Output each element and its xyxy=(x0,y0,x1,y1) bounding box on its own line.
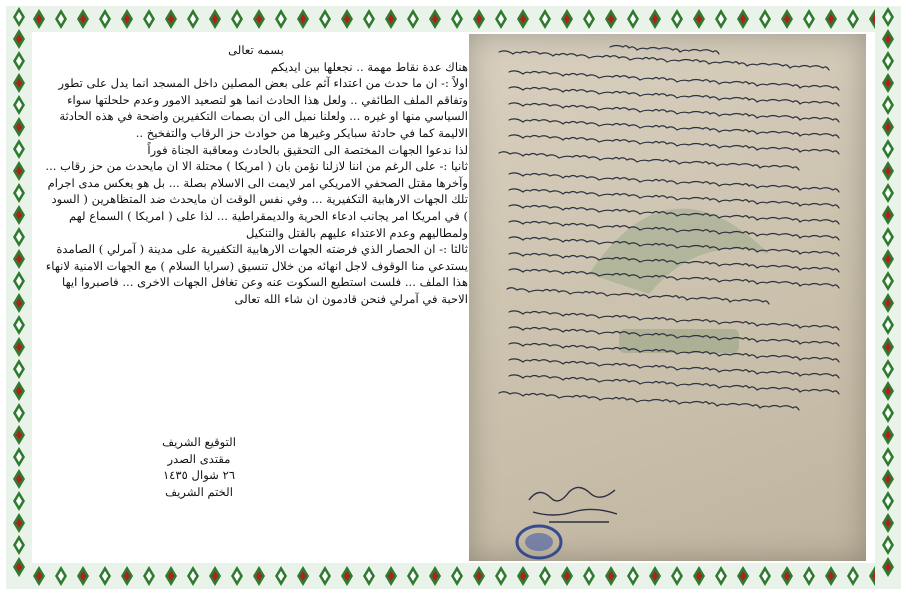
handwritten-signature xyxy=(529,487,617,522)
typed-statement xyxy=(44,42,468,308)
intro-line: هناك عدة نقاط مهمة .. نجعلها بين ايديكم xyxy=(270,59,468,74)
signature-name: مقتدى الصدر xyxy=(167,451,231,466)
handwritten-letter-photo xyxy=(469,34,866,561)
signature-title: التوقيع الشريف xyxy=(162,435,236,449)
round-seal-stamp xyxy=(517,526,561,558)
ornamental-border-bottom xyxy=(6,563,901,589)
handwritten-letter-image xyxy=(469,34,866,561)
paragraph-first: اولاً :- ان ما حدث من اعتداء آثم على بعض المصلين داخل المسجد انما يدل على تطور وتفاقم الملف الطائفي .. ولعل هذا الحادث انما هو لتصعيد الامور وعدم حلحلتها سواء السياسي منها او غيره ... ولعلنا نميل الى ان بصمات التكفيرين واضحة في هذه الحادثة الاليمة كما في حادثة سبايكر وغيرها من حوادث حز الرقاب والتفخيخ .. xyxy=(58,76,468,140)
content-area xyxy=(34,34,873,561)
ornamental-border-top xyxy=(6,6,901,32)
signature-block xyxy=(124,434,274,500)
ornamental-border-right xyxy=(875,6,901,589)
signature-seal-label: الختم الشريف xyxy=(165,484,233,499)
paragraph-second: ثانيا :- على الرغم من اننا لازلنا نؤمن بان ( امريكا ) محتلة الا ان مايحدث من حز رقاب ... وآخرها مقتل الصحفي الامريكي امر لايمت الى الاسلام بصلة ... بل هو يعكس مدى اجرام تلك الجهات الارهابية التكفيرية ... وفي نفس الوقت ان مايحدث ضد المتظاهرين ( السود ) في امريكا امر يجانب ادعاء الحرية والديمقراطية ... لذا على ( امريكا ) السماع لهم ولمطاليهم وعدم الاعتداء عليهم بالقتل والتنكيل xyxy=(45,159,468,240)
ornamental-border-left xyxy=(6,6,32,589)
basmala-heading: بسمه تعالى xyxy=(228,43,284,57)
signature-date: ٢٦ شوال ١٤٣٥ xyxy=(162,468,236,483)
paragraph-first-call: لذا ندعوا الجهات المختصة الى التحقيق بالحادث ومعاقبة الجناة فوراً xyxy=(147,142,468,157)
paragraph-third: ثالثا :- ان الحصار الذي فرضته الجهات الارهابية التكفيرية على مدينة ( آمرلي ) الصامدة يستدعي منا الوقوف لاجل انهائه من خلال تنسيق (سرايا السلام ) مع الجهات الامنية لانهاء هذا الملف ... فلست استطيع السكوت عنه وعن تغافل الجهات الاخرى ... فاصبروا ايها الاحبة في آمرلي فنحن قادمون ان شاء الله تعالى xyxy=(45,242,468,306)
